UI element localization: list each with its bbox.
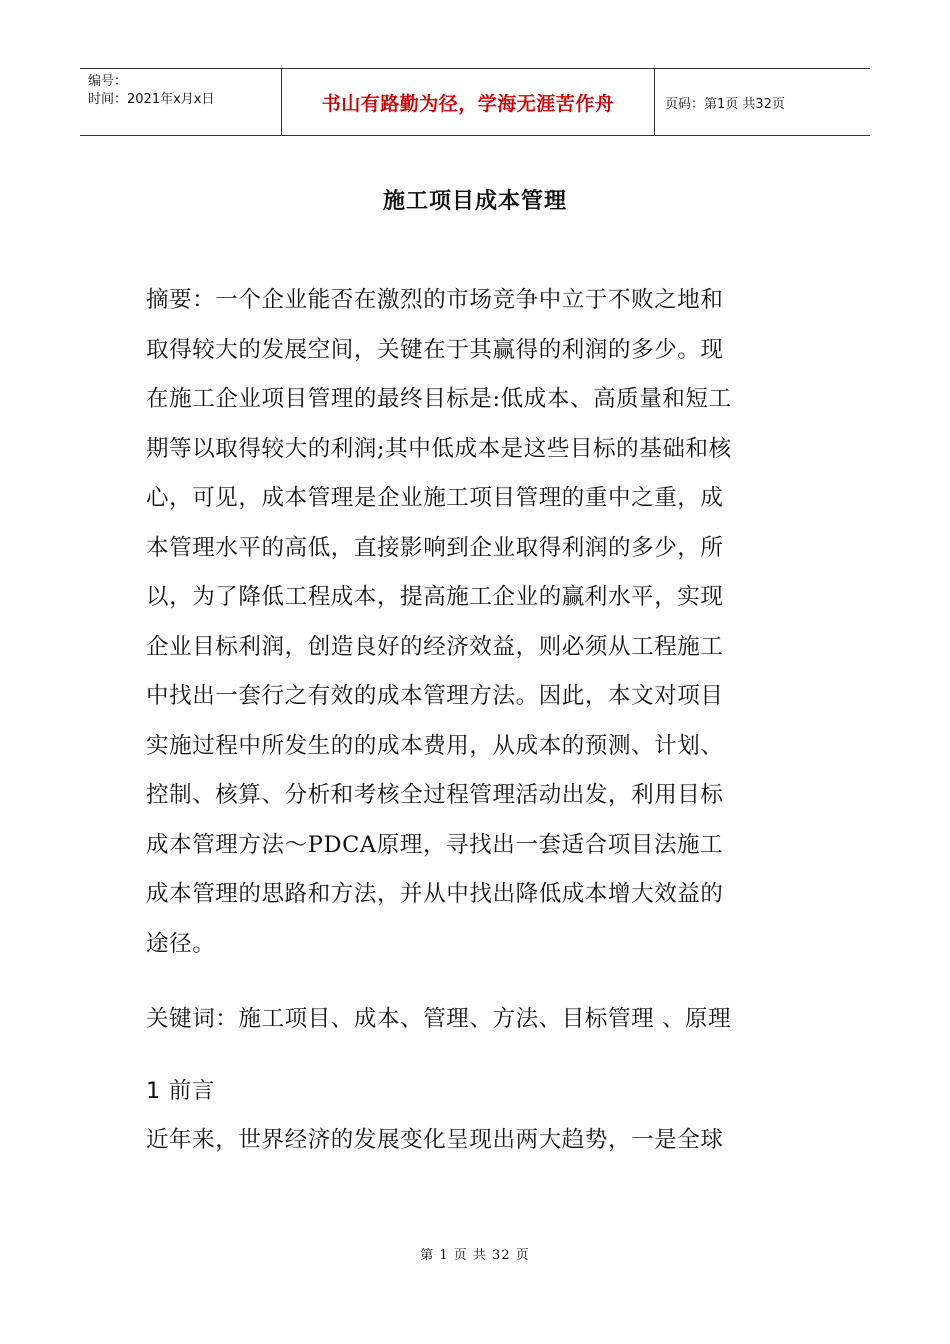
- header-page-info: 页码：第1页 共32页: [665, 96, 785, 112]
- abstract-line: 心，可见，成本管理是企业施工项目管理的重中之重，成: [146, 485, 724, 511]
- section-title: 前言: [168, 1078, 215, 1104]
- abstract-line: 中找出一套行之有效的成本管理方法。因此，本文对项目: [146, 683, 724, 709]
- header-meta-cell: [80, 69, 282, 135]
- abstract-line: 期等以取得较大的利润;其中低成本是这些目标的基础和核: [146, 435, 732, 462]
- header-table: [80, 68, 870, 136]
- abstract-line: 成本管理方法～PDCA原理，寻找出一套适合项目法施工: [146, 831, 724, 858]
- abstract-line: 以，为了降低工程成本，提高施工企业的赢利水平，实现: [146, 584, 724, 610]
- abstract-line: 企业目标利润，创造良好的经济效益，则必须从工程施工: [146, 633, 724, 660]
- abstract-paragraph: [146, 276, 806, 969]
- intro-paragraph: 近年来，世界经济的发展变化呈现出两大趋势，一是全球: [146, 1127, 724, 1153]
- document-number-label: 编号：: [88, 74, 128, 89]
- section-heading: [146, 1067, 806, 1117]
- header-page-cell: [655, 69, 870, 135]
- abstract-line: 取得较大的发展空间，关键在于其赢得的利润的多少。现: [146, 336, 724, 363]
- section-number: 1: [146, 1078, 161, 1104]
- header-motto-cell: [282, 69, 655, 135]
- document-date-label: 时间：2021年x月x日: [88, 92, 215, 107]
- abstract-line: 摘要：一个企业能否在激烈的市场竞争中立于不败之地和: [146, 287, 724, 313]
- keywords-line: 关键词：施工项目、成本、管理、方法、目标管理 、原理: [146, 1006, 732, 1032]
- header-motto: 书山有路勤为径，学海无涯苦作舟: [321, 92, 615, 115]
- abstract-line: 实施过程中所发生的的成本费用，从成本的预测、计划、: [146, 732, 724, 759]
- abstract-line: 本管理水平的高低，直接影响到企业取得利润的多少，所: [146, 534, 724, 561]
- abstract-line: 途径。: [146, 930, 216, 957]
- abstract-line: 在施工企业项目管理的最终目标是:低成本、高质量和短工: [146, 386, 732, 412]
- document-title: 施工项目成本管理: [382, 189, 567, 214]
- abstract-line: 成本管理的思路和方法，并从中找出降低成本增大效益的: [146, 881, 724, 907]
- abstract-line: 控制、核算、分析和考核全过程管理活动出发，利用目标: [146, 782, 724, 808]
- page-footer: 第 1 页 共 32 页: [420, 1248, 530, 1263]
